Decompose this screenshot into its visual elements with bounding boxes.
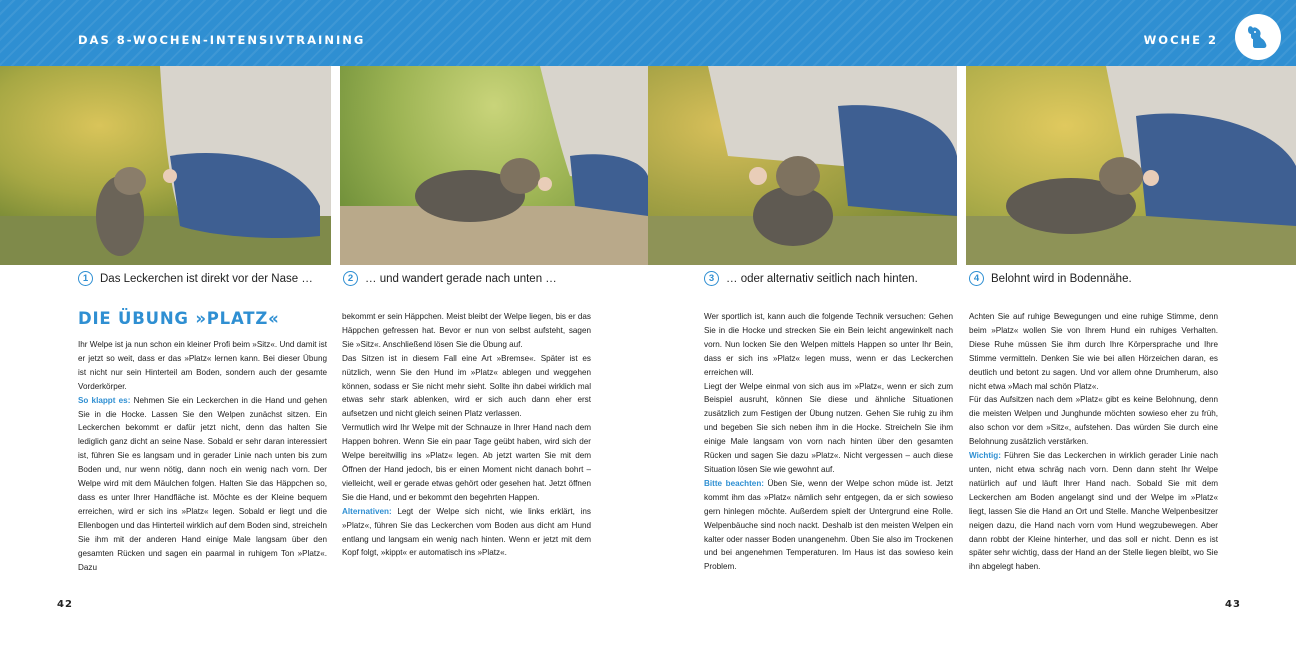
paragraph-text: Legt der Welpe sich nicht, wie links erklärt, ins »Platz«, führen Sie das Leckerchen vom Boden aus dicht am Hund entlang und langsam ein wenig nach hinten. Wenn er jetzt mit dem Kopf folgt, »kippt« er automatisch ins »Platz«. xyxy=(342,506,591,558)
header-week-label: WOCHE 2 xyxy=(1143,33,1218,47)
header-section-title: DAS 8-WOCHEN-INTENSIVTRAINING xyxy=(78,33,366,47)
section-title: DIE ÜBUNG »PLATZ« xyxy=(78,309,280,328)
text-column-3 xyxy=(704,310,953,574)
paragraph: bekommt er sein Häppchen. Meist bleibt der Welpe liegen, bis er das Häppchen gefressen hat. Bevor er nun von selbst aufsteht, sagen Sie »Sitz«. Anschließend lösen Sie die Übung auf. xyxy=(342,312,591,349)
photo-puppy-nose-treat xyxy=(0,66,331,265)
paragraph-text: Nehmen Sie ein Leckerchen in die Hand und gehen Sie in die Hocke. Lassen Sie den Welpen zunächst sitzen. Ein Leckerchen bekommt er dafür jetzt nicht, denn das halten Sie lediglich ganz dicht an seine Nase. Sobald er sehr daran interessiert ist, führen Sie es langsam und in gerader Linie nach unten bis zum Boden und, nur wenn nötig, dann noch ein wenig nach vorn. Der Welpe wird mit dem Mäulchen folgen. Halten Sie das Häppchen so, dass es unter Ihrer Handfläche ist. Möchte es der Kleine bequem erreichen, wird er sich ins »Platz« legen. Sobald er liegt und die Ellenbogen und das Hinterteil wirklich auf dem Boden sind, streicheln Sie ihm mit der anderen Hand einige Male langsam über den gesamten Rücken und sagen ein paarmal in ruhigem Ton »Platz«. Dazu xyxy=(78,395,327,572)
paragraph: Das Sitzen ist in diesem Fall eine Art »Bremse«. Später ist es nützlich, wenn Sie den Hund im »Platz« ablegen und weggehen können, sodass er Sie nicht mehr sieht. Sollte ihn dabei wirklich mal etwas sehr stark ablenken, wird er sich auch dann eher erst aufsetzen und nicht gleich seinen Platz verlassen. xyxy=(342,353,591,419)
paragraph-text: Üben Sie, wenn der Welpe schon müde ist. Jetzt kommt ihm das »Platz« nämlich sehr entgegen, da er sich sowieso gern hinlegen möchte. Außerdem spielt der Untergrund eine Rolle. Welpenbäuche sind noch nackt. Deshalb ist den meisten Welpen ein kalter oder nasser Boden unangenehm. Üben Sie also im Trockenen und bei angenehmen Temperaturen. Im Haus ist das sowieso kein Problem. xyxy=(704,478,953,572)
page-number-left: 42 xyxy=(57,599,73,610)
photo-puppy-lying-reward xyxy=(966,66,1296,265)
step-number-badge: 3 xyxy=(704,271,719,286)
step-number-badge: 2 xyxy=(343,271,358,286)
caption-text: … oder alternativ seitlich nach hinten. xyxy=(726,272,918,285)
caption-text: Das Leckerchen ist direkt vor der Nase … xyxy=(100,272,313,285)
highlight-label: Alternativen: xyxy=(342,506,392,516)
caption-text: … und wandert gerade nach unten … xyxy=(365,272,557,285)
paragraph-text: Führen Sie das Leckerchen in wirklich gerader Linie nach unten, nicht etwa schräg nach vorn. Denn dann steht Ihr Welpe natürlich auf und läuft Ihrer Hand nach. Sobald Sie mit dem Leckerchen am Boden angelangt sind und der Welpe im »Platz« liegt, lassen Sie die Hand an Ort und Stelle. Manche Welpenbesitzer neigen dazu, die Hand nach vorn vom Hund wegzubewegen. Aber dann robbt der Kleine hinterher, und das soll er nicht. Denn es ist später sehr wichtig, dass der Hand an der Stelle liegen bleibt, wo Sie ihn abgelegt haben. xyxy=(969,451,1218,572)
text-column-2 xyxy=(342,310,591,560)
paragraph xyxy=(342,505,591,561)
paragraph: Vermutlich wird Ihr Welpe mit der Schnauze in Ihrer Hand nach dem Happen bohren. Wenn Sie ein paar Tage geübt haben, wird sich der Welpe bereitwillig ins »Platz« legen. Ab jetzt warten Sie mit dem Öffnen der Hand jedoch, bis er einen Moment nicht danach bohrt – vielleicht, weil er gerade etwas gehört oder gesehen hat. Jetzt öffnen Sie die Hand, und er bekommt den begehrten Happen. xyxy=(342,423,591,502)
caption-2 xyxy=(343,271,557,286)
page-header xyxy=(0,0,1296,66)
paragraph: Achten Sie auf ruhige Bewegungen und eine ruhige Stimme, denn beim »Platz« wollen Sie von Ihrem Hund ein ruhiges Verhalten. Diese Ruhe müssen Sie ihm durch Ihre Körpersprache und Ihre Stimme vermitteln. Denken Sie wie bei allen Hörzeichen daran, es deutlich und betont zu sagen. Und vor allem ohne Drumherum, also nicht etwa »Mach mal schön Platz«. xyxy=(969,312,1218,391)
caption-1 xyxy=(78,271,313,286)
caption-4 xyxy=(969,271,1132,286)
photo-puppy-following-down xyxy=(340,66,648,265)
paragraph: Für das Aufsitzen nach dem »Platz« gibt es keine Belohnung, denn die meisten Welpen und Junghunde möchten sowieso eher zu früh, also schon vor dem »Sitz«, aufstehen. Das würden Sie durch eine Belohnung zusätzlich verstärken. xyxy=(969,395,1218,447)
paragraph xyxy=(969,449,1218,574)
dog-icon xyxy=(1235,14,1281,60)
text-column-1 xyxy=(78,338,327,574)
page-number-right: 43 xyxy=(1225,599,1241,610)
paragraph xyxy=(704,477,953,574)
highlight-label: So klappt es: xyxy=(78,395,131,405)
caption-3 xyxy=(704,271,918,286)
paragraph xyxy=(78,394,327,575)
caption-text: Belohnt wird in Bodennähe. xyxy=(991,272,1132,285)
step-number-badge: 1 xyxy=(78,271,93,286)
highlight-label: Bitte beachten: xyxy=(704,478,764,488)
photo-puppy-side-back xyxy=(648,66,957,265)
highlight-label: Wichtig: xyxy=(969,451,1001,461)
text-column-4 xyxy=(969,310,1218,574)
paragraph: Liegt der Welpe einmal von sich aus im »Platz«, wenn er sich zum Beispiel ausruht, können Sie diese und ähnliche Situationen zusätzlich zum Festigen der Übung nutzen. Gehen Sie ruhig zu ihm und begeben Sie sich neben ihm in die Hocke. Streicheln Sie ihm einige Male langsam von vorn nach hinten über den gesamten Rücken und sagen Sie dazu »Platz«. Nicht vergessen – auch diese Situation lösen Sie wie gewohnt auf. xyxy=(704,381,953,474)
paragraph: Wer sportlich ist, kann auch die folgende Technik versuchen: Gehen Sie in die Hocke und strecken Sie ein Bein leicht angewinkelt nach vorn. Nun locken Sie den Welpen mittels Happen so unter Ihr Bein, dass er sich ins »Platz« legen muss, wenn er das Leckerchen erreichen will. xyxy=(704,312,953,377)
paragraph: Ihr Welpe ist ja nun schon ein kleiner Profi beim »Sitz«. Und damit ist er jetzt so weit, dass er das »Platz« lernen kann. Bei dieser Übung ist nicht nur sein Hinterteil am Boden, sondern auch der gesamte Vorderkörper. xyxy=(78,340,327,391)
step-number-badge: 4 xyxy=(969,271,984,286)
